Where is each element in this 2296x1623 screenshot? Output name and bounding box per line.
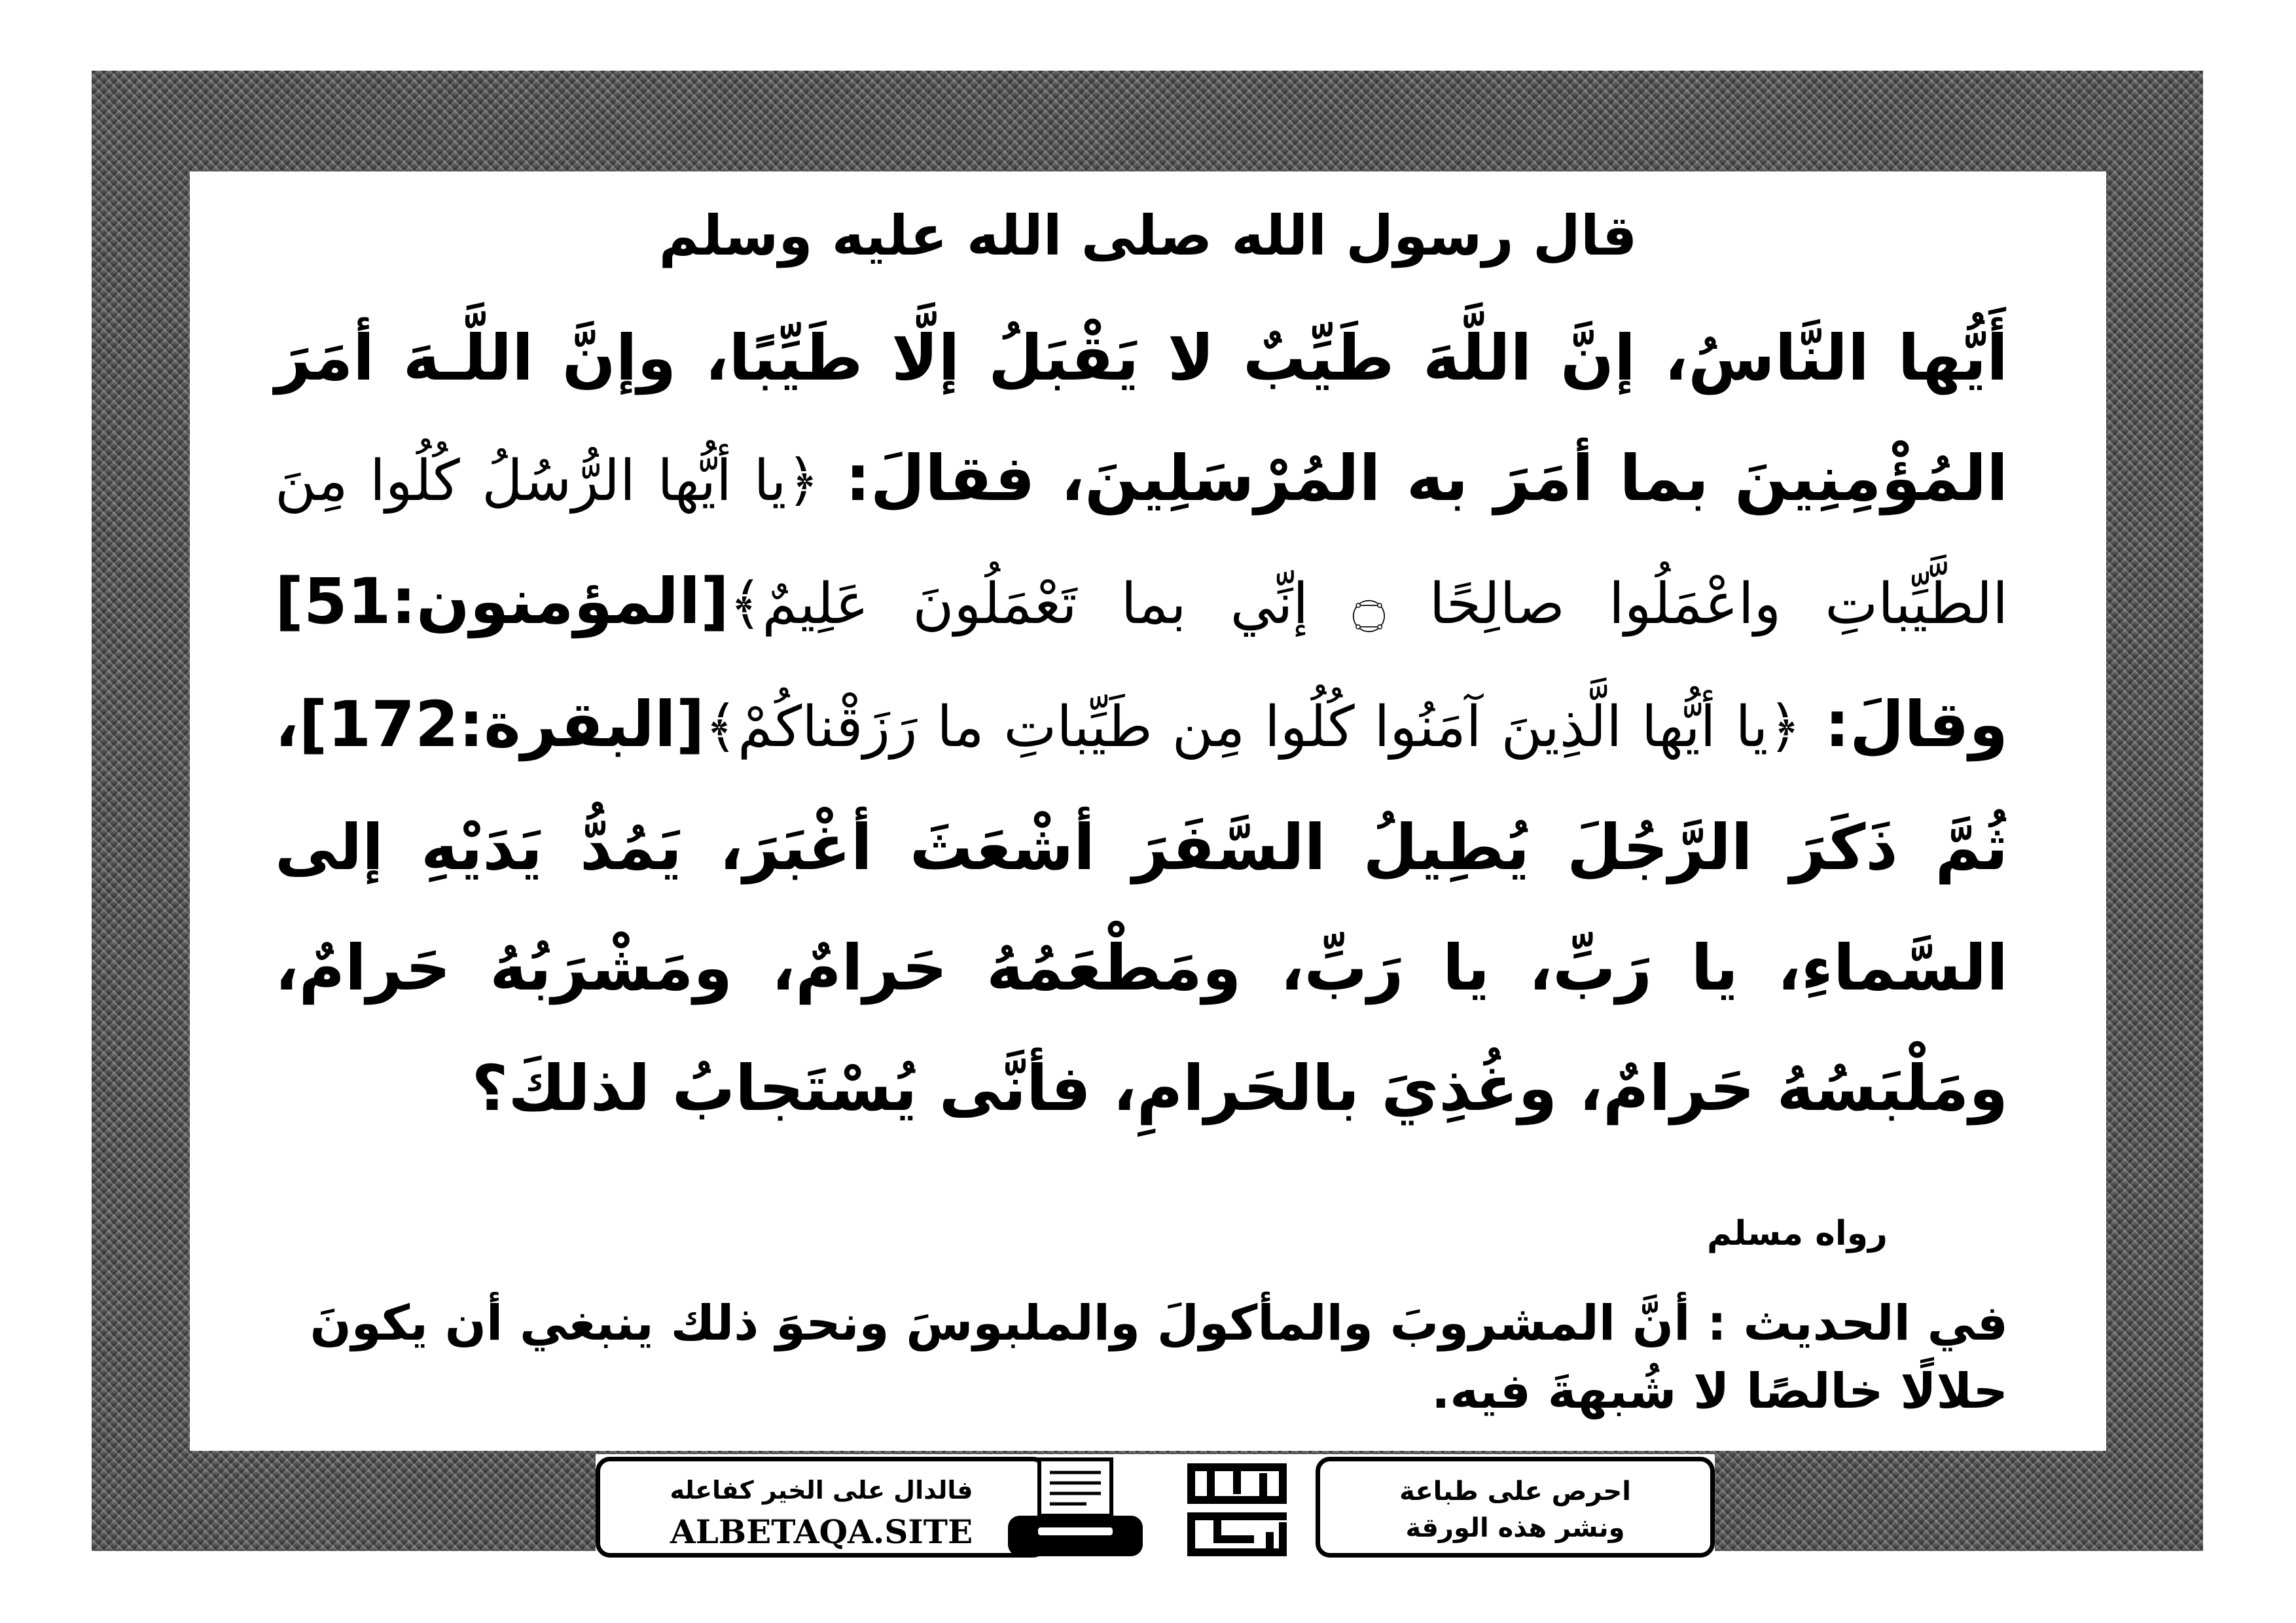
hadith-text [275, 298, 2008, 1149]
share-line-1: احرص على طباعة [1399, 1476, 1631, 1507]
footer-site-box [596, 1457, 1047, 1558]
hadith-part-1: أَيُّها النَّاسُ، إنَّ اللَّهَ طَيِّبٌ لا يَقْبَلُ إلَّا طَيِّبًا، وإنَّ اللَّـهَ أمَرَ المُؤْمِنِينَ بما أمَرَ به المُرْسَلِينَ، فقالَ: [275, 321, 2008, 515]
footer-share-text [1320, 1473, 1710, 1546]
hadith-part-2: وقالَ: [1801, 688, 2009, 761]
hadith-intro: قال رسول الله صلى الله عليه وسلم [658, 204, 1638, 268]
footer-share-box [1316, 1457, 1715, 1558]
quran-verse-1: ﴿يا أيُّها الرُّسُلُ كُلُوا مِنَ الطَّيِّباتِ واعْمَلُوا صالِحًا ۝ إنِّي بما تَعْمَلُونَ عَلِيمٌ﴾ [275, 448, 2008, 637]
hadith-part-3: ، ثُمَّ ذَكَرَ الرَّجُلَ يُطِيلُ السَّفَرَ أشْعَثَ أغْبَرَ، يَمُدُّ يَدَيْهِ إلى السَّماءِ، يا رَبِّ، يا رَبِّ، ومَطْعَمُهُ حَرامٌ، ومَشْرَبُهُ حَرامٌ، ومَلْبَسُهُ حَرامٌ، وغُذِيَ بالحَرامِ، فأنَّى يُسْتَجابُ لذلكَ؟ [275, 688, 2008, 1125]
footer-bar [596, 1454, 1715, 1563]
hadith-benefit: في الحديث : أنَّ المشروبَ والمأكولَ والملبوسَ ونحوَ ذلك ينبغي أن يكونَ حلالًا خالصًا لا شُبهةَ فيه. [310, 1295, 2008, 1419]
quran-verse-2: ﴿يا أيُّها الَّذِينَ آمَنُوا كُلُوا مِن طَيِّباتِ ما رَزَقْناكُمْ﴾ [704, 694, 1801, 760]
source-label: رواه مسلم [1707, 1214, 1888, 1253]
dawat-alwaraqa-logo [1172, 1454, 1302, 1563]
share-line-2: ونشر هذه الورقة [1405, 1513, 1625, 1543]
printer-icon [995, 1454, 1158, 1563]
hadith-source [1707, 1211, 1969, 1257]
quran-ref-2: [البقرة:172] [298, 688, 705, 761]
footer-motto: فالدال على الخير كفاعله [670, 1476, 973, 1505]
quran-ref-1: [المؤمنون:51] [275, 565, 729, 638]
footer-site-link[interactable]: ALBETAQA.SITE [670, 1512, 973, 1551]
